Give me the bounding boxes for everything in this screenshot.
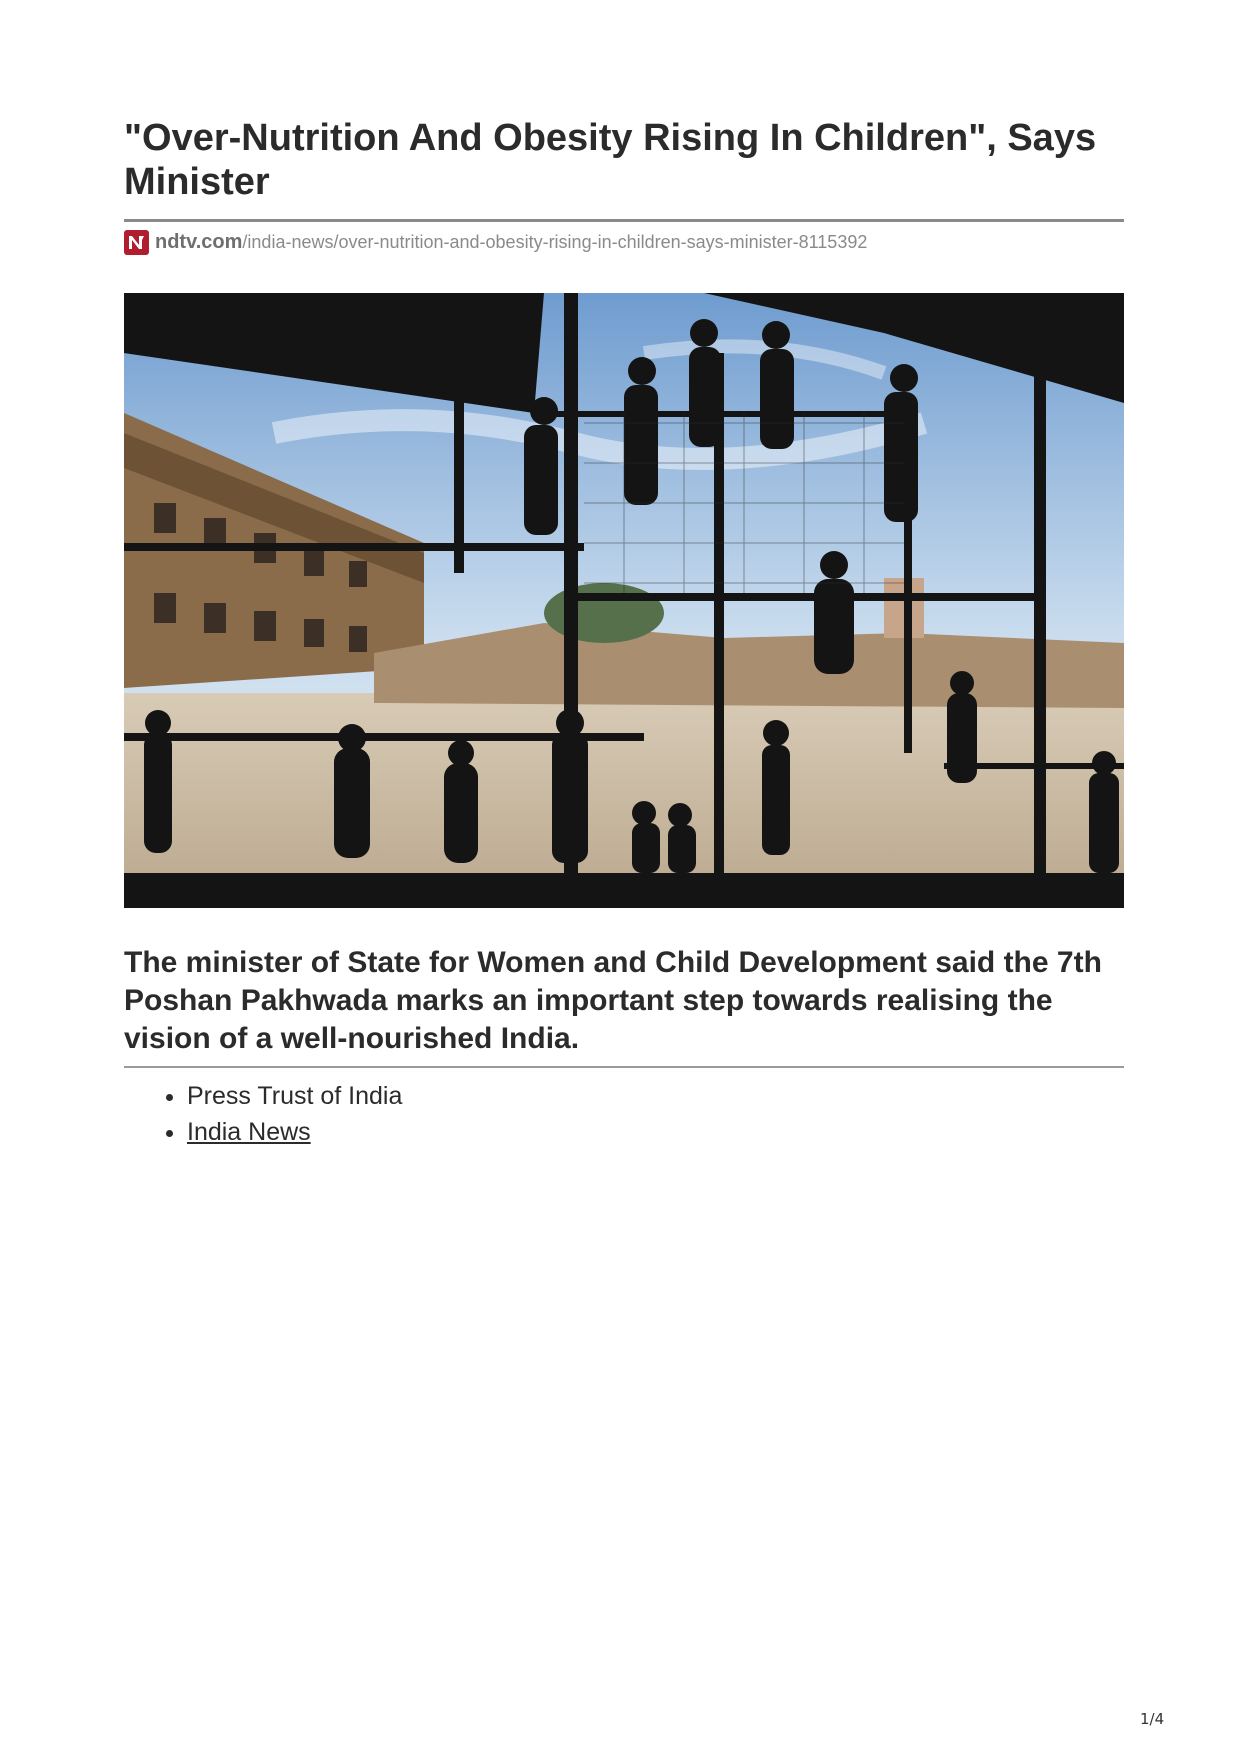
headline-divider <box>124 219 1124 222</box>
article-headline: "Over-Nutrition And Obesity Rising In Children", Says Minister <box>124 117 1097 203</box>
page-number: 1/4 <box>1140 1710 1165 1728</box>
meta-category-item <box>187 1114 402 1150</box>
summary-divider <box>124 1066 1124 1068</box>
article-meta-list <box>124 1078 402 1150</box>
source-domain: ndtv.com <box>155 230 243 253</box>
article-summary: The minister of State for Women and Child Development said the 7th Poshan Pakhwada marks an important step towards realising the vision of a well-nourished India. <box>124 946 1102 1055</box>
article-photo <box>124 293 1124 908</box>
source-path: /india-news/over-nutrition-and-obesity-rising-in-children-says-minister-8115392 <box>242 231 868 252</box>
ndtv-logo-glyph <box>127 234 146 251</box>
meta-author: • Press Trust of India <box>187 1078 402 1114</box>
source-link[interactable] <box>124 230 867 254</box>
ndtv-logo-icon <box>124 230 149 255</box>
category-link[interactable]: India News <box>187 1118 311 1146</box>
